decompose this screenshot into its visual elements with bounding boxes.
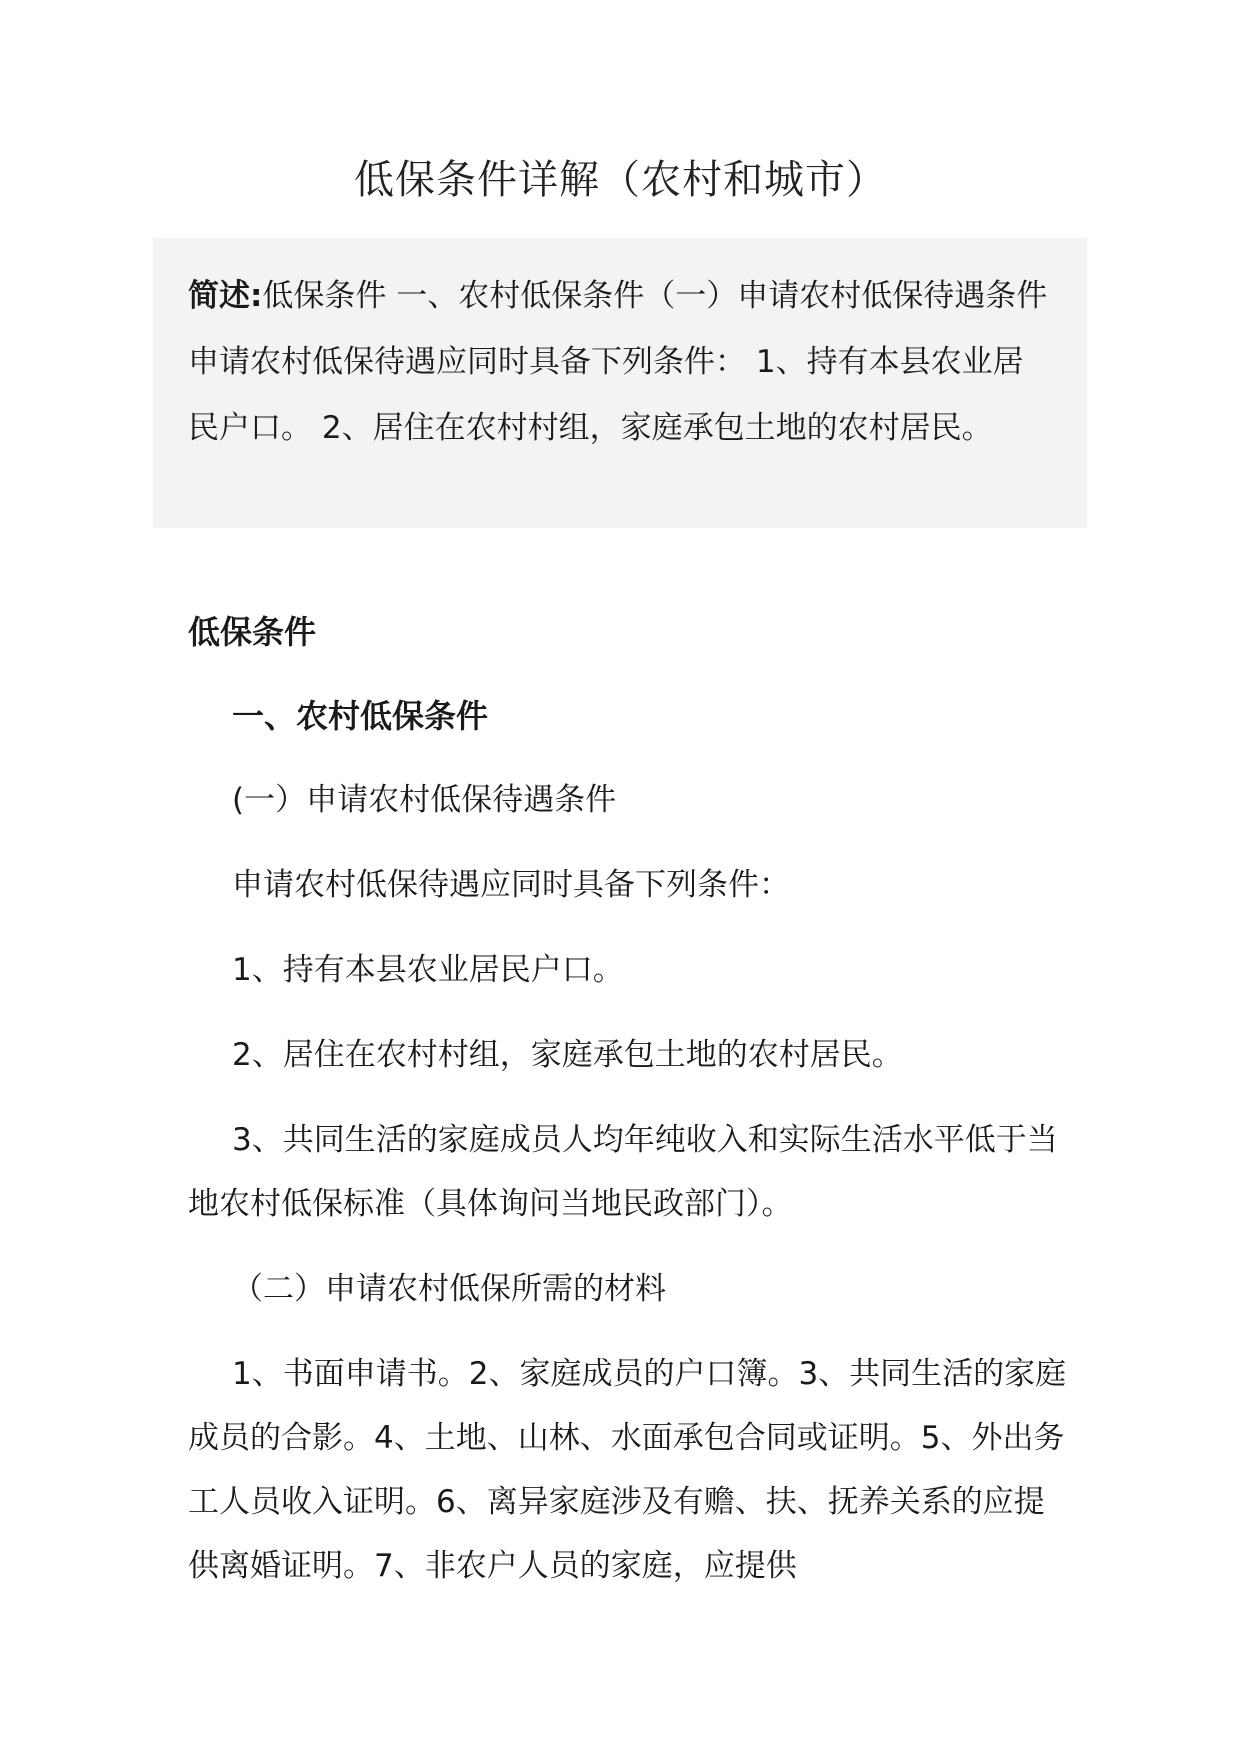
condition-item-3: 3、共同生活的家庭成员人均年纯收入和实际生活水平低于当地农村低保标准（具体询问当地民政部门）。 bbox=[188, 1122, 1058, 1222]
summary-text: 低保条件 一、农村低保条件（一）申请农村低保待遇条件申请农村低保待遇应同时具备下列条件： 1、持有本县农业居民户口。 2、居住在农村村组，家庭承包土地的农村居民。 bbox=[188, 278, 1048, 446]
heading-main: 低保条件 bbox=[188, 613, 317, 651]
subheading-application-conditions: (一）申请农村低保待遇条件 bbox=[232, 782, 617, 818]
conditions-intro: 申请农村低保待遇应同时具备下列条件： bbox=[232, 867, 790, 903]
subheading-required-materials: （二）申请农村低保所需的材料 bbox=[232, 1271, 666, 1307]
heading-rural-conditions: 一、农村低保条件 bbox=[232, 697, 489, 735]
summary-label: 简述: bbox=[188, 278, 263, 314]
materials-list: 1、书面申请书。2、家庭成员的户口簿。3、共同生活的家庭成员的合影。4、土地、山林、水面承包合同或证明。5、外出务工人员收入证明。6、离异家庭涉及有赡、扶、抚养关系的应提供离婚证明。7、非农户人员的家庭，应提供 bbox=[188, 1356, 1067, 1584]
summary-box bbox=[153, 238, 1087, 528]
condition-item-2: 2、居住在农村村组，家庭承包土地的农村居民。 bbox=[232, 1037, 903, 1073]
condition-item-1: 1、持有本县农业居民户口。 bbox=[232, 952, 624, 988]
document-body bbox=[188, 600, 1068, 1619]
document-title: 低保条件详解（农村和城市） bbox=[354, 157, 887, 203]
